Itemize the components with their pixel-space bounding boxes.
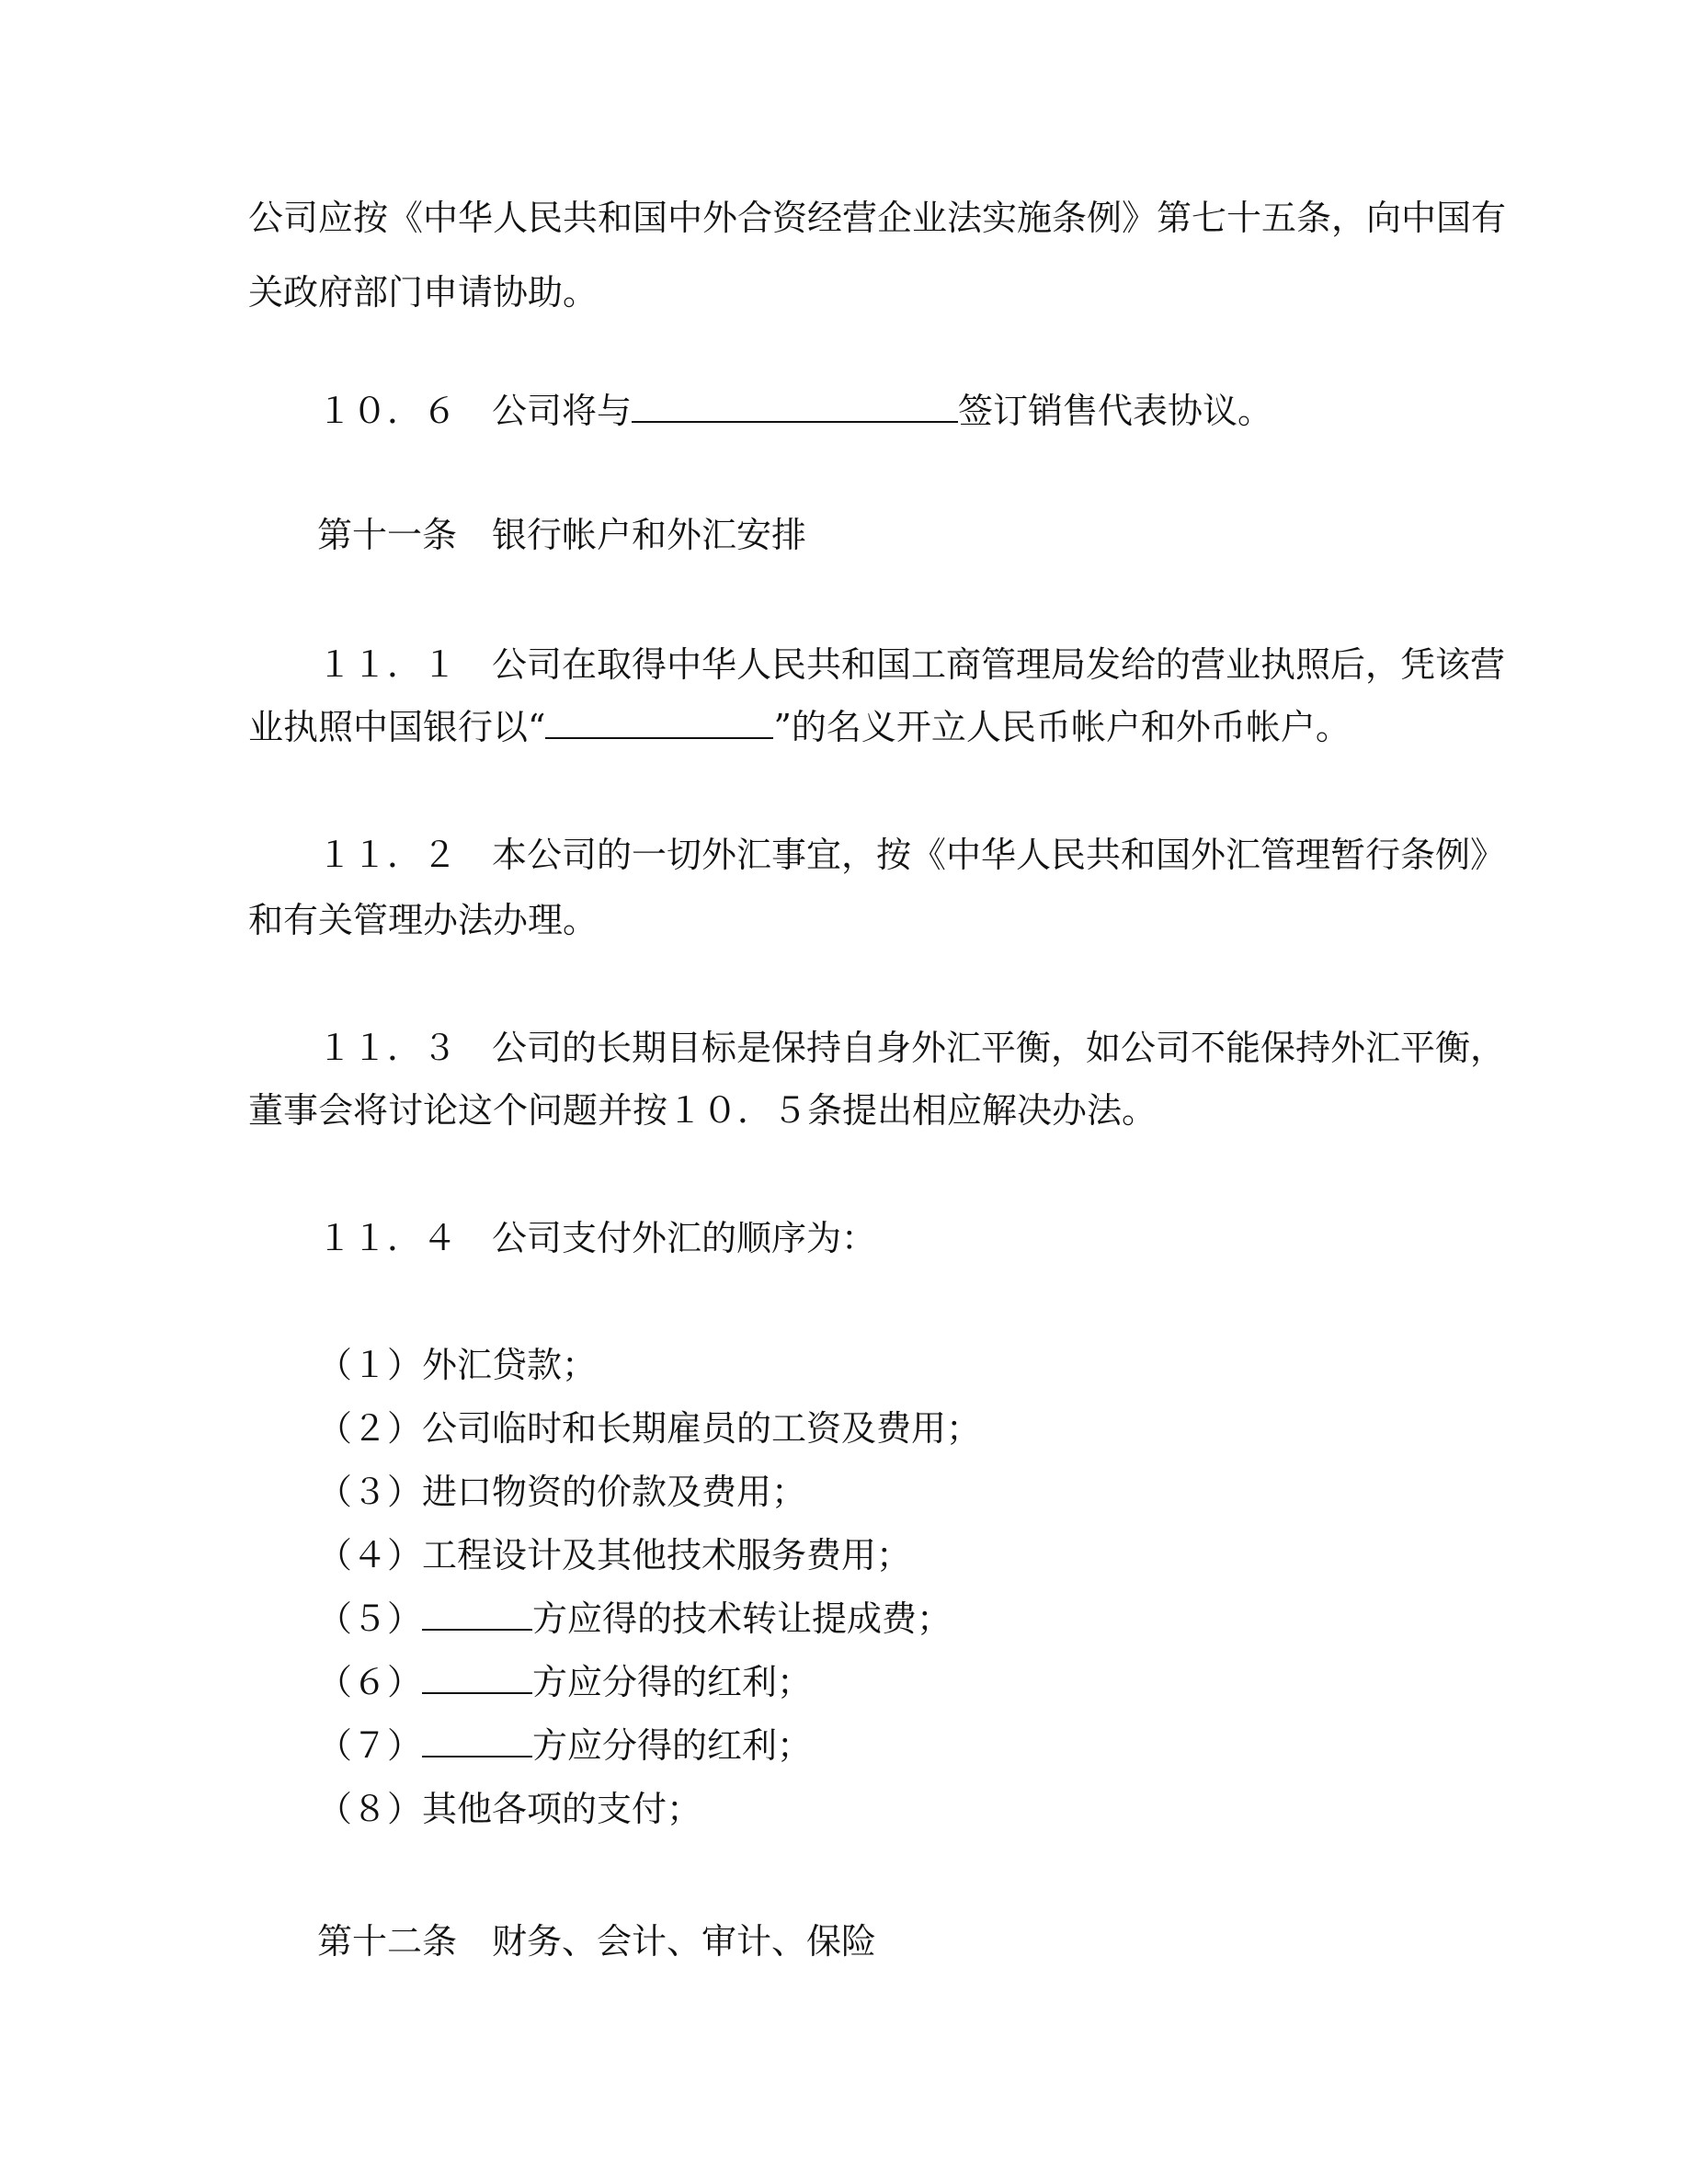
clause-text: 签订销售代表协议。 — [958, 391, 1273, 431]
clause-text: 本公司的一切外汇事宜，按《中华人民共和国外汇管理暂行条例》 — [492, 835, 1506, 875]
article-heading: 第十一条 银行帐户和外汇安排 — [317, 515, 807, 555]
item-text: 方应分得的红利； — [532, 1725, 813, 1766]
blank-field — [422, 1598, 532, 1631]
item-number: （８） — [317, 1789, 423, 1829]
list-item — [317, 1788, 701, 1830]
paragraph-line: 和有关管理办法办理。 — [248, 900, 599, 940]
item-text: 方应得的技术转让提成费； — [532, 1598, 952, 1639]
clause-number: １１．１ — [317, 644, 493, 685]
article-heading: 第十二条 财务、会计、审计、保险 — [317, 1921, 877, 1962]
item-number: （５） — [317, 1598, 423, 1639]
item-text: 工程设计及其他技术服务费用； — [422, 1535, 912, 1575]
clause-number: １１．３ — [317, 1028, 493, 1068]
list-item — [317, 1344, 597, 1386]
item-text: 公司临时和长期雇员的工资及费用； — [422, 1408, 982, 1449]
paragraph-line — [248, 706, 1351, 748]
clause-11-4 — [317, 1217, 876, 1259]
clause-10-6 — [317, 390, 1272, 432]
item-text: 外汇贷款； — [422, 1345, 598, 1385]
blank-field — [422, 1661, 532, 1694]
blank-field — [632, 390, 958, 423]
clause-11-1 — [317, 643, 1505, 686]
clause-number: １０．６ — [317, 391, 493, 431]
list-item — [317, 1534, 911, 1576]
item-text: 方应分得的红利； — [532, 1662, 813, 1702]
list-item — [317, 1598, 952, 1640]
paragraph-line: 公司应按《中华人民共和国中外合资经营企业法实施条例》第七十五条，向中国有 — [248, 198, 1507, 238]
item-number: （４） — [317, 1535, 423, 1575]
paragraph-line: 关政府部门申请协助。 — [248, 272, 599, 313]
clause-text: 公司的长期目标是保持自身外汇平衡，如公司不能保持外汇平衡， — [492, 1028, 1506, 1068]
clause-text: 公司在取得中华人民共和国工商管理局发给的营业执照后，凭该营 — [492, 644, 1506, 685]
clause-text: ”的名义开立人民币帐户和外币帐户。 — [773, 707, 1351, 747]
list-item — [317, 1471, 806, 1513]
clause-number: １１．４ — [317, 1218, 493, 1258]
item-text: 其他各项的支付； — [422, 1789, 702, 1829]
list-item — [317, 1724, 812, 1767]
clause-text: 公司支付外汇的顺序为： — [492, 1218, 877, 1258]
clause-text: 公司将与 — [492, 391, 633, 431]
clause-11-3 — [317, 1027, 1505, 1069]
item-number: （６） — [317, 1662, 423, 1702]
item-number: （３） — [317, 1472, 423, 1512]
item-number: （７） — [317, 1725, 423, 1766]
item-number: （２） — [317, 1408, 423, 1449]
clause-number: １１．２ — [317, 835, 493, 875]
clause-11-2 — [317, 834, 1505, 876]
list-item — [317, 1407, 981, 1450]
item-number: （１） — [317, 1345, 423, 1385]
item-text: 进口物资的价款及费用； — [422, 1472, 807, 1512]
blank-field — [545, 706, 773, 739]
list-item — [317, 1661, 812, 1703]
clause-text: 业执照中国银行以“ — [248, 707, 546, 747]
paragraph-line: 董事会将讨论这个问题并按１０．５条提出相应解决办法。 — [248, 1090, 1158, 1131]
blank-field — [422, 1724, 532, 1757]
